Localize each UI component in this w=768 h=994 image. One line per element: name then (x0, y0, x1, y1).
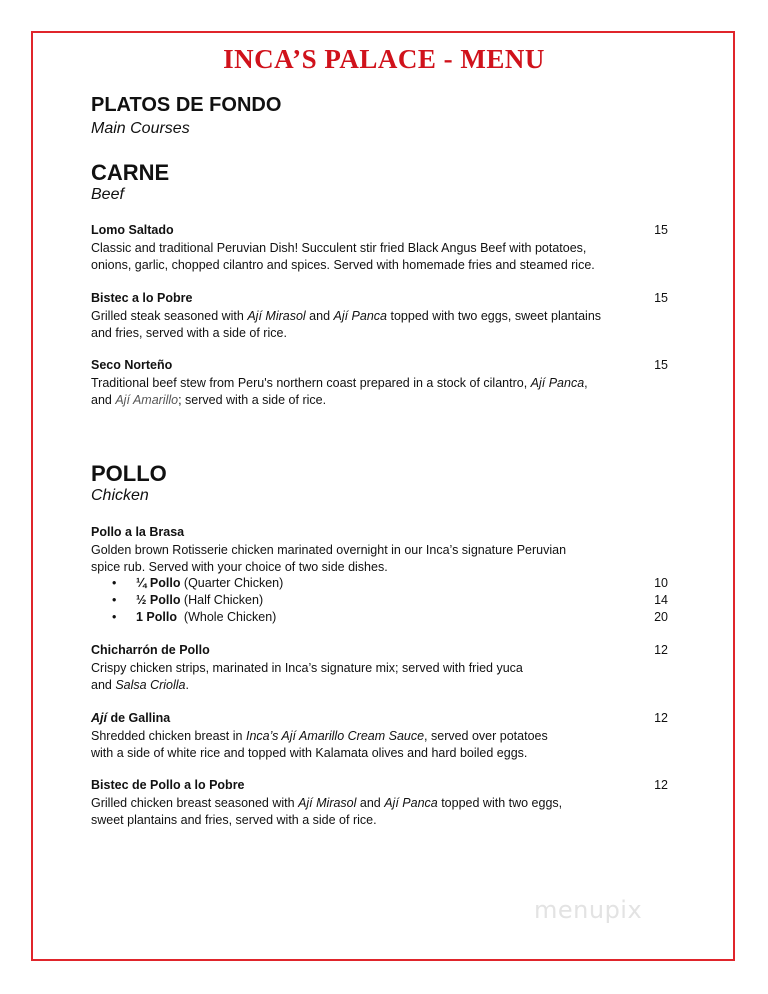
desc-text: , (584, 376, 588, 390)
item-name-pollo-brasa: Pollo a la Brasa (91, 525, 185, 539)
item-desc-chicharron (91, 660, 621, 694)
item-price-seco-norteno: 15 (654, 358, 668, 372)
desc-text: Traditional beef stew from Peru's northern coast prepared in a stock of cilantro, (91, 376, 531, 390)
desc-text: Shredded chicken breast in (91, 729, 246, 743)
item-desc-bistec-pobre (91, 308, 621, 342)
desc-text: ; served with a side of rice. (178, 393, 327, 407)
desc-text: , served over potatoes (424, 729, 548, 743)
desc-line (91, 728, 621, 745)
bullet-icon: • (112, 610, 117, 624)
item-name-aji-gallina (91, 711, 170, 725)
desc-line: spice rub. Served with your choice of two side dishes. (91, 560, 388, 574)
desc-line: and fries, served with a side of rice. (91, 326, 287, 340)
option-size: ½ Pollo (136, 593, 181, 607)
desc-italic: Ají Panca (333, 309, 388, 323)
option-label: (Whole Chicken) (176, 610, 277, 624)
option-price-whole: 20 (654, 610, 668, 624)
desc-italic: Ají Mirasol (298, 796, 357, 810)
desc-text: topped with two eggs, sweet plantains (387, 309, 602, 323)
item-desc-lomo-saltado (91, 240, 621, 274)
desc-text: and (91, 393, 116, 407)
desc-text: Grilled steak seasoned with (91, 309, 248, 323)
option-quarter-chicken (136, 576, 283, 590)
desc-line: Golden brown Rotisserie chicken marinated overnight in our Inca’s signature Peruvian (91, 543, 567, 557)
desc-text: topped with two eggs, (437, 796, 563, 810)
desc-line: with a side of white rice and topped with Kalamata olives and hard boiled eggs. (91, 746, 528, 760)
desc-text: and (91, 678, 116, 692)
desc-text: and (305, 309, 334, 323)
item-desc-aji-gallina (91, 728, 621, 762)
item-name-chicharron: Chicharrón de Pollo (91, 643, 210, 657)
desc-line: onions, garlic, chopped cilantro and spices. Served with homemade fries and steamed rice. (91, 258, 595, 272)
desc-line: sweet plantains and fries, served with a side of rice. (91, 813, 377, 827)
desc-italic: Salsa Criolla (115, 678, 186, 692)
desc-italic: Inca’s Ají Amarillo Cream Sauce (245, 729, 425, 743)
desc-line (91, 308, 621, 325)
item-name-bistec-pollo: Bistec de Pollo a lo Pobre (91, 778, 245, 792)
item-price-bistec-pobre: 15 (654, 291, 668, 305)
desc-line: Crispy chicken strips, marinated in Inca’s signature mix; served with fried yuca (91, 661, 523, 675)
section-heading-platos: PLATOS DE FONDO (91, 94, 282, 116)
desc-italic: Ají Mirasol (247, 309, 306, 323)
item-name-seco-norteno: Seco Norteño (91, 358, 173, 372)
option-price-quarter: 10 (654, 576, 668, 590)
bullet-icon: • (112, 593, 117, 607)
desc-line: Classic and traditional Peruvian Dish! Succulent stir fried Black Angus Beef with potatoes, (91, 241, 587, 255)
section-heading-pollo: POLLO (91, 461, 167, 486)
desc-italic: Ají Panca (384, 796, 438, 810)
option-size: ¼ Pollo (136, 576, 181, 590)
item-price-aji-gallina: 12 (654, 711, 668, 725)
section-subtitle-beef: Beef (91, 186, 124, 203)
option-label: (Quarter Chicken) (180, 576, 284, 590)
item-desc-bistec-pollo (91, 795, 621, 829)
option-half-chicken (136, 593, 263, 607)
section-subtitle-main: Main Courses (91, 120, 190, 137)
desc-line (91, 677, 621, 694)
watermark-logo: menupix (534, 896, 643, 924)
desc-italic: Ají Amarillo (115, 393, 179, 407)
option-label: (Half Chicken) (180, 593, 264, 607)
option-whole-chicken (136, 610, 276, 624)
section-heading-carne: CARNE (91, 160, 170, 185)
item-desc-seco-norteno (91, 375, 621, 409)
item-name-lomo-saltado: Lomo Saltado (91, 223, 174, 237)
option-size: 1 Pollo (136, 610, 177, 624)
option-price-half: 14 (654, 593, 668, 607)
bullet-icon: • (112, 576, 117, 590)
section-subtitle-chicken: Chicken (91, 487, 149, 504)
desc-text: and (356, 796, 385, 810)
item-desc-pollo-brasa (91, 542, 621, 576)
desc-text: . (185, 678, 189, 692)
name-text: de Gallina (106, 711, 171, 725)
desc-italic: Ají Panca (530, 376, 585, 390)
desc-line (91, 392, 621, 409)
name-italic: Ají (91, 711, 107, 725)
item-price-lomo-saltado: 15 (654, 223, 668, 237)
desc-line (91, 375, 621, 392)
menu-title: INCA’S PALACE - MENU (223, 44, 545, 74)
item-name-bistec-pobre: Bistec a lo Pobre (91, 291, 193, 305)
desc-line (91, 795, 621, 812)
desc-text: Grilled chicken breast seasoned with (91, 796, 299, 810)
item-price-bistec-pollo: 12 (654, 778, 668, 792)
item-price-chicharron: 12 (654, 643, 668, 657)
